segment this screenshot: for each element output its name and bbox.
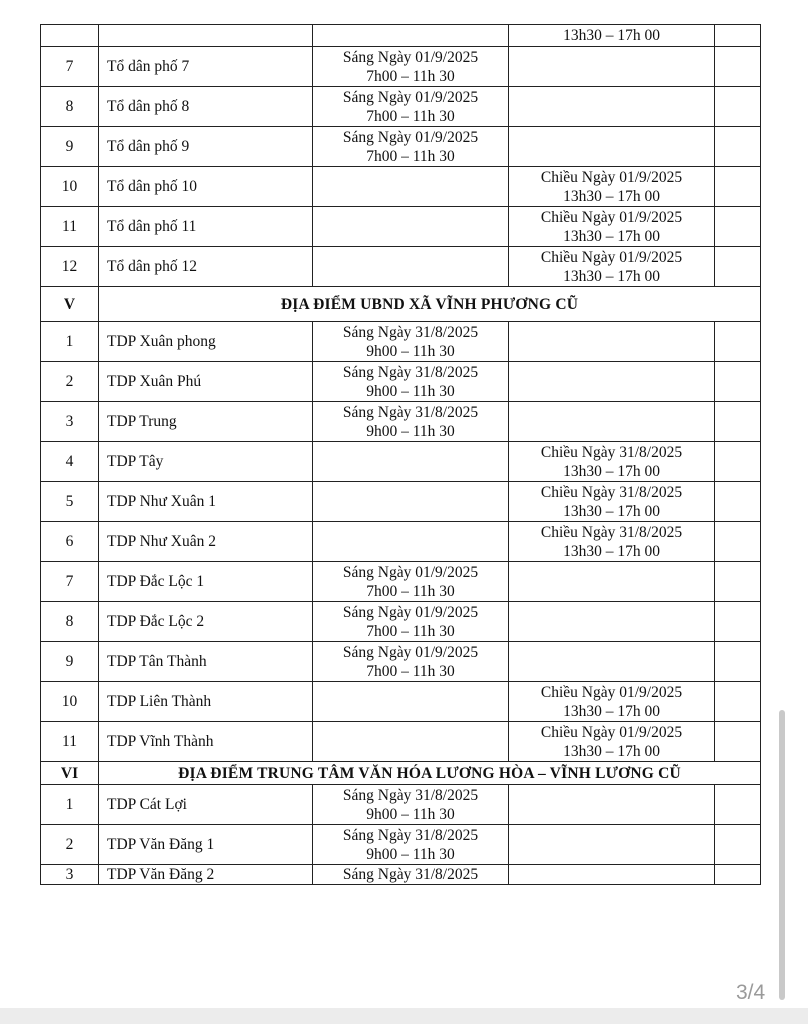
table-row xyxy=(41,602,761,642)
morning-session-line: 7h00 – 11h 30 xyxy=(366,107,455,125)
section-header-row xyxy=(41,762,761,785)
morning-session-line: Sáng Ngày 01/9/2025 xyxy=(342,563,479,581)
morning-session-line: 9h00 – 11h 30 xyxy=(366,422,455,440)
note-cell xyxy=(715,247,761,287)
morning-session-line: Sáng Ngày 31/8/2025 xyxy=(342,826,479,844)
afternoon-session-line: Chiều Ngày 01/9/2025 xyxy=(540,208,683,226)
afternoon-session xyxy=(509,127,715,167)
residential-group-name xyxy=(99,25,313,47)
residential-group-name: TDP Đắc Lộc 2 xyxy=(99,602,313,642)
note-cell xyxy=(715,722,761,762)
note-cell xyxy=(715,562,761,602)
residential-group-name: TDP Xuân phong xyxy=(99,322,313,362)
table-row xyxy=(41,482,761,522)
morning-session-line: Sáng Ngày 31/8/2025 xyxy=(342,403,479,421)
table-row xyxy=(41,865,761,885)
note-cell xyxy=(715,825,761,865)
row-number: 11 xyxy=(41,722,99,762)
afternoon-session-line: Chiều Ngày 01/9/2025 xyxy=(540,248,683,266)
residential-group-name: Tổ dân phố 7 xyxy=(99,47,313,87)
page-indicator: 3/4 xyxy=(736,981,766,1004)
table-row xyxy=(41,785,761,825)
morning-session xyxy=(313,25,509,47)
row-number: 2 xyxy=(41,825,99,865)
residential-group-name: Tổ dân phố 10 xyxy=(99,167,313,207)
note-cell xyxy=(715,602,761,642)
note-cell xyxy=(715,362,761,402)
residential-group-name: TDP Tây xyxy=(99,442,313,482)
note-cell xyxy=(715,47,761,87)
section-number: V xyxy=(41,287,99,322)
afternoon-session xyxy=(509,682,715,722)
row-number: 7 xyxy=(41,562,99,602)
table-row xyxy=(41,402,761,442)
row-number: 1 xyxy=(41,785,99,825)
morning-session xyxy=(313,642,509,682)
scrollbar-thumb[interactable] xyxy=(779,710,785,1000)
note-cell xyxy=(715,167,761,207)
afternoon-session xyxy=(509,825,715,865)
note-cell xyxy=(715,642,761,682)
residential-group-name: TDP Xuân Phú xyxy=(99,362,313,402)
row-number: 4 xyxy=(41,442,99,482)
afternoon-session-line: 13h30 – 17h 00 xyxy=(563,462,660,480)
table-row xyxy=(41,722,761,762)
morning-session xyxy=(313,322,509,362)
residential-group-name: TDP Như Xuân 1 xyxy=(99,482,313,522)
afternoon-session xyxy=(509,642,715,682)
afternoon-session-line: 13h30 – 17h 00 xyxy=(563,227,660,245)
afternoon-session-line: 13h30 – 17h 00 xyxy=(563,702,660,720)
morning-session-line: Sáng Ngày 01/9/2025 xyxy=(342,88,479,106)
note-cell xyxy=(715,322,761,362)
afternoon-session xyxy=(509,87,715,127)
table-row xyxy=(41,167,761,207)
morning-session-line: 9h00 – 11h 30 xyxy=(366,845,455,863)
morning-session xyxy=(313,127,509,167)
residential-group-name: TDP Trung xyxy=(99,402,313,442)
afternoon-session xyxy=(509,442,715,482)
note-cell xyxy=(715,785,761,825)
afternoon-session xyxy=(509,522,715,562)
morning-session xyxy=(313,207,509,247)
table-row xyxy=(41,87,761,127)
afternoon-session xyxy=(509,602,715,642)
row-number: 3 xyxy=(41,865,99,885)
table-row xyxy=(41,642,761,682)
morning-session-line: 7h00 – 11h 30 xyxy=(366,582,455,600)
note-cell xyxy=(715,522,761,562)
morning-session xyxy=(313,825,509,865)
morning-session xyxy=(313,522,509,562)
morning-session-line: Sáng Ngày 31/8/2025 xyxy=(342,323,479,341)
afternoon-session-line: 13h30 – 17h 00 xyxy=(563,742,660,760)
row-number: 2 xyxy=(41,362,99,402)
schedule-table-body xyxy=(41,25,761,885)
residential-group-name: TDP Tân Thành xyxy=(99,642,313,682)
note-cell xyxy=(715,127,761,167)
morning-session-line: Sáng Ngày 31/8/2025 xyxy=(342,363,479,381)
table-row xyxy=(41,562,761,602)
morning-session xyxy=(313,562,509,602)
note-cell xyxy=(715,865,761,885)
table-row xyxy=(41,25,761,47)
afternoon-session-line: Chiều Ngày 01/9/2025 xyxy=(540,723,683,741)
residential-group-name: TDP Văn Đăng 1 xyxy=(99,825,313,865)
row-number: 6 xyxy=(41,522,99,562)
section-title: ĐỊA ĐIỂM UBND XÃ VĨNH PHƯƠNG CŨ xyxy=(99,287,761,322)
note-cell xyxy=(715,402,761,442)
schedule-table xyxy=(40,24,761,885)
afternoon-session xyxy=(509,482,715,522)
morning-session xyxy=(313,785,509,825)
residential-group-name: Tổ dân phố 11 xyxy=(99,207,313,247)
morning-session xyxy=(313,247,509,287)
afternoon-session xyxy=(509,562,715,602)
afternoon-session xyxy=(509,47,715,87)
residential-group-name: TDP Văn Đăng 2 xyxy=(99,865,313,885)
note-cell xyxy=(715,207,761,247)
afternoon-session xyxy=(509,247,715,287)
residential-group-name: TDP Đắc Lộc 1 xyxy=(99,562,313,602)
note-cell xyxy=(715,25,761,47)
table-row xyxy=(41,207,761,247)
section-title: ĐỊA ĐIỂM TRUNG TÂM VĂN HÓA LƯƠNG HÒA – VĨNH LƯƠNG CŨ xyxy=(99,762,761,785)
morning-session xyxy=(313,722,509,762)
row-number: 10 xyxy=(41,167,99,207)
residential-group-name: Tổ dân phố 12 xyxy=(99,247,313,287)
afternoon-session-line: 13h30 – 17h 00 xyxy=(563,502,660,520)
residential-group-name: Tổ dân phố 8 xyxy=(99,87,313,127)
morning-session-line: 7h00 – 11h 30 xyxy=(366,147,455,165)
table-row xyxy=(41,322,761,362)
afternoon-session-line: Chiều Ngày 01/9/2025 xyxy=(540,168,683,186)
row-number: 7 xyxy=(41,47,99,87)
row-number: 12 xyxy=(41,247,99,287)
residential-group-name: TDP Vĩnh Thành xyxy=(99,722,313,762)
residential-group-name: TDP Cát Lợi xyxy=(99,785,313,825)
morning-session-line: 7h00 – 11h 30 xyxy=(366,662,455,680)
row-number: 8 xyxy=(41,602,99,642)
note-cell xyxy=(715,682,761,722)
table-row xyxy=(41,825,761,865)
row-number: 10 xyxy=(41,682,99,722)
afternoon-session-line: 13h30 – 17h 00 xyxy=(563,542,660,560)
row-number: 1 xyxy=(41,322,99,362)
afternoon-session-line: Chiều Ngày 31/8/2025 xyxy=(540,523,683,541)
section-header-row xyxy=(41,287,761,322)
table-row xyxy=(41,247,761,287)
morning-session-line: Sáng Ngày 01/9/2025 xyxy=(342,128,479,146)
afternoon-session xyxy=(509,167,715,207)
table-row xyxy=(41,47,761,87)
morning-session xyxy=(313,402,509,442)
morning-session xyxy=(313,47,509,87)
row-number: 3 xyxy=(41,402,99,442)
morning-session xyxy=(313,602,509,642)
row-number: 5 xyxy=(41,482,99,522)
row-number xyxy=(41,25,99,47)
table-row xyxy=(41,362,761,402)
afternoon-session-line: 13h30 – 17h 00 xyxy=(563,267,660,285)
residential-group-name: Tổ dân phố 9 xyxy=(99,127,313,167)
note-cell xyxy=(715,87,761,127)
morning-session xyxy=(313,865,509,885)
row-number: 8 xyxy=(41,87,99,127)
morning-session xyxy=(313,442,509,482)
morning-session-line: 9h00 – 11h 30 xyxy=(366,382,455,400)
afternoon-session xyxy=(509,25,715,47)
morning-session-line: 9h00 – 11h 30 xyxy=(366,805,455,823)
residential-group-name: TDP Như Xuân 2 xyxy=(99,522,313,562)
residential-group-name: TDP Liên Thành xyxy=(99,682,313,722)
afternoon-session-line: Chiều Ngày 31/8/2025 xyxy=(540,483,683,501)
afternoon-session-line: Chiều Ngày 31/8/2025 xyxy=(540,443,683,461)
note-cell xyxy=(715,442,761,482)
row-number: 9 xyxy=(41,642,99,682)
afternoon-session xyxy=(509,322,715,362)
row-number: 9 xyxy=(41,127,99,167)
morning-session-line: Sáng Ngày 01/9/2025 xyxy=(342,603,479,621)
afternoon-session xyxy=(509,785,715,825)
afternoon-session-line: 13h30 – 17h 00 xyxy=(563,27,660,44)
morning-session xyxy=(313,682,509,722)
morning-session xyxy=(313,482,509,522)
table-row xyxy=(41,522,761,562)
afternoon-session-line: 13h30 – 17h 00 xyxy=(563,187,660,205)
morning-session xyxy=(313,87,509,127)
afternoon-session xyxy=(509,865,715,885)
table-row xyxy=(41,127,761,167)
morning-session-line: Sáng Ngày 01/9/2025 xyxy=(342,48,479,66)
morning-session-line: Sáng Ngày 31/8/2025 xyxy=(342,866,479,883)
morning-session-line: Sáng Ngày 31/8/2025 xyxy=(342,786,479,804)
morning-session xyxy=(313,167,509,207)
table-row xyxy=(41,442,761,482)
afternoon-session-line: Chiều Ngày 01/9/2025 xyxy=(540,683,683,701)
afternoon-session xyxy=(509,362,715,402)
row-number: 11 xyxy=(41,207,99,247)
morning-session-line: Sáng Ngày 01/9/2025 xyxy=(342,643,479,661)
morning-session-line: 7h00 – 11h 30 xyxy=(366,622,455,640)
afternoon-session xyxy=(509,722,715,762)
section-number: VI xyxy=(41,762,99,785)
bottom-bar xyxy=(0,1008,808,1024)
table-row xyxy=(41,682,761,722)
afternoon-session xyxy=(509,402,715,442)
afternoon-session xyxy=(509,207,715,247)
note-cell xyxy=(715,482,761,522)
morning-session xyxy=(313,362,509,402)
morning-session-line: 7h00 – 11h 30 xyxy=(366,67,455,85)
morning-session-line: 9h00 – 11h 30 xyxy=(366,342,455,360)
